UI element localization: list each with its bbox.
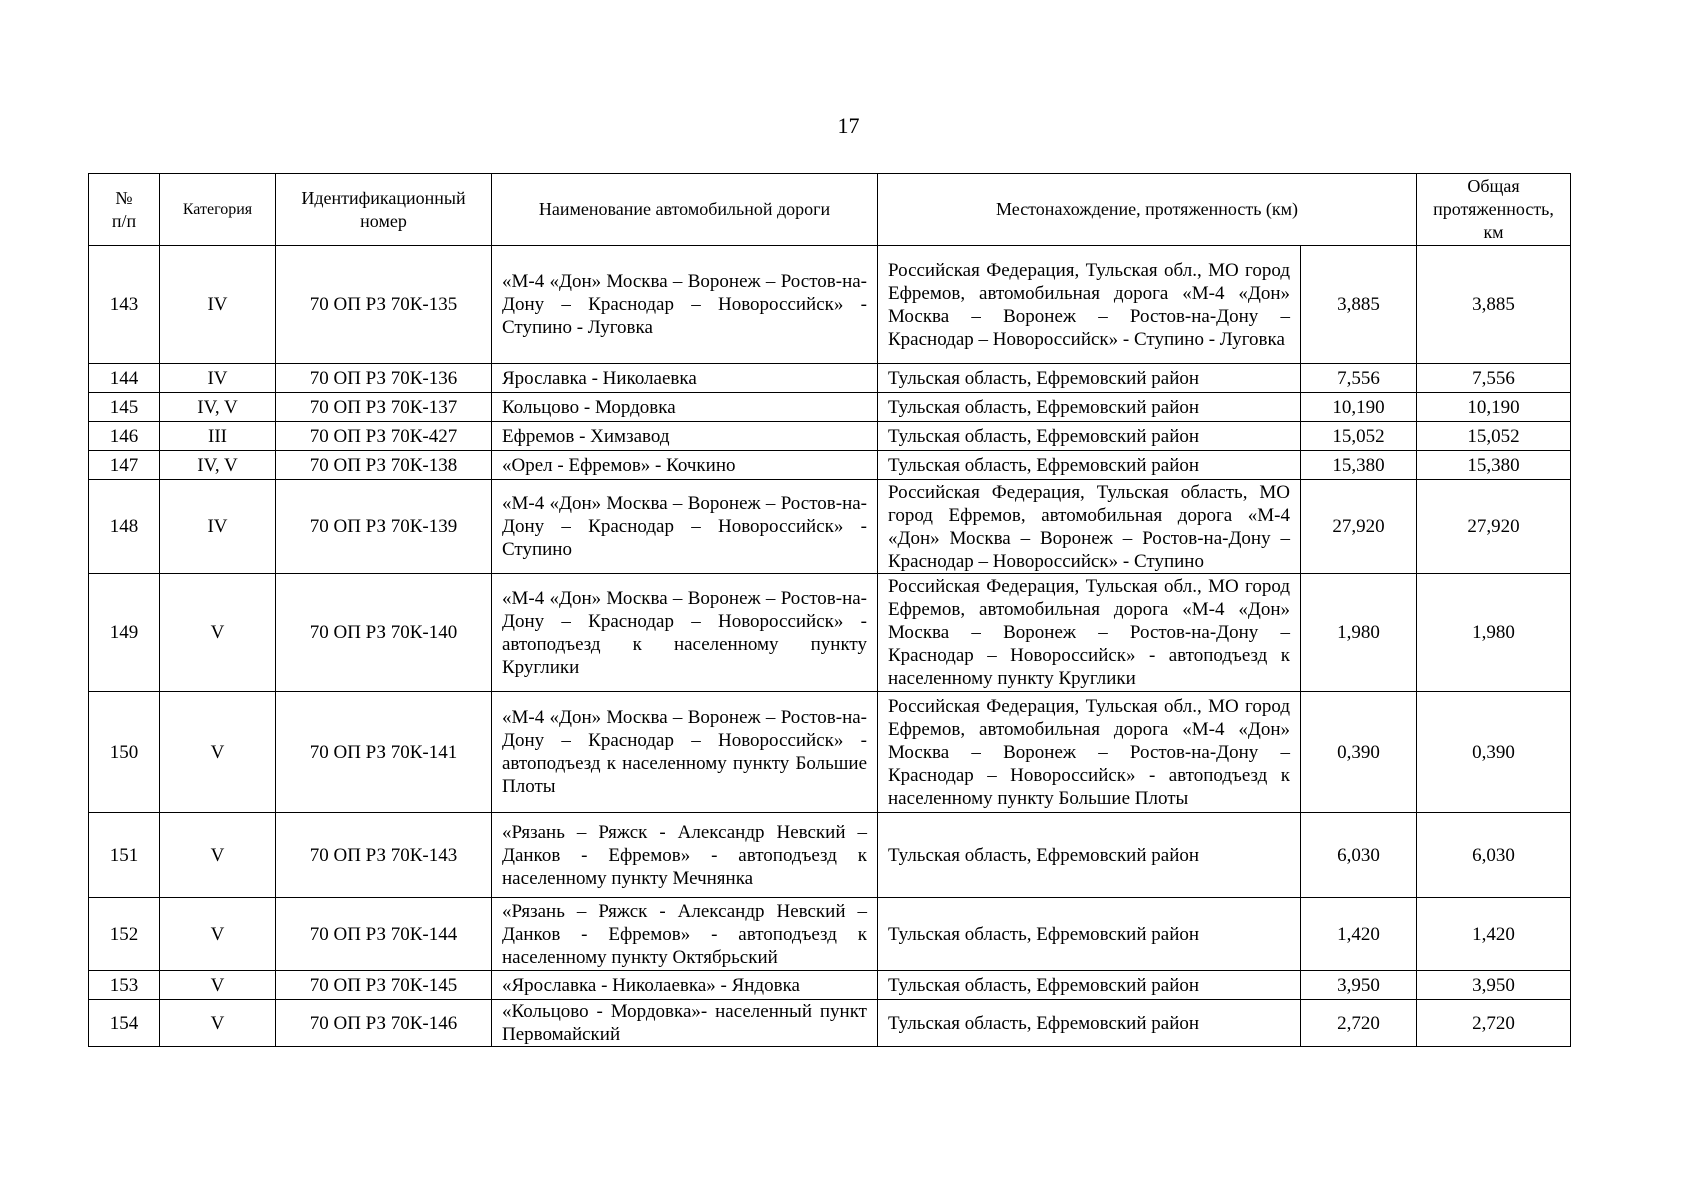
row-number: 152 xyxy=(89,898,160,971)
row-category: IV, V xyxy=(160,393,276,422)
row-id-number: 70 ОП РЗ 70К-143 xyxy=(276,813,492,898)
roads-table xyxy=(88,173,1571,1047)
row-number: 144 xyxy=(89,364,160,393)
row-id-number: 70 ОП РЗ 70К-139 xyxy=(276,480,492,574)
row-number: 150 xyxy=(89,692,160,813)
table-row xyxy=(89,480,1571,574)
row-length: 1,420 xyxy=(1301,898,1417,971)
row-total-length: 15,380 xyxy=(1417,451,1571,480)
row-category: IV xyxy=(160,246,276,364)
row-number: 148 xyxy=(89,480,160,574)
row-category: V xyxy=(160,971,276,1000)
row-total-length: 15,052 xyxy=(1417,422,1571,451)
row-road-name: «Рязань – Ряжск - Александр Невский – Данков - Ефремов» - автоподъезд к населенному пункту Мечнянка xyxy=(492,813,878,898)
row-road-name: «Кольцово - Мордовка»- населенный пункт Первомайский xyxy=(492,1000,878,1047)
row-location: Тульская область, Ефремовский район xyxy=(878,898,1301,971)
row-total-length: 0,390 xyxy=(1417,692,1571,813)
row-category: V xyxy=(160,692,276,813)
row-road-name: «Орел - Ефремов» - Кочкино xyxy=(492,451,878,480)
row-length: 3,885 xyxy=(1301,246,1417,364)
row-road-name: Кольцово - Мордовка xyxy=(492,393,878,422)
row-id-number: 70 ОП РЗ 70К-140 xyxy=(276,574,492,692)
row-length: 3,950 xyxy=(1301,971,1417,1000)
row-number: 146 xyxy=(89,422,160,451)
row-id-number: 70 ОП РЗ 70К-135 xyxy=(276,246,492,364)
row-id-number: 70 ОП РЗ 70К-141 xyxy=(276,692,492,813)
row-road-name: «М-4 «Дон» Москва – Воронеж – Ростов-на-Дону – Краснодар – Новороссийск» - Ступино - Луговка xyxy=(492,246,878,364)
table-row xyxy=(89,1000,1571,1047)
row-road-name: «М-4 «Дон» Москва – Воронеж – Ростов-на-Дону – Краснодар – Новороссийск» - автоподъезд к населенному пункту Круглики xyxy=(492,574,878,692)
row-location: Тульская область, Ефремовский район xyxy=(878,393,1301,422)
table-row xyxy=(89,692,1571,813)
row-category: V xyxy=(160,1000,276,1047)
header-num: № п/п xyxy=(89,174,160,246)
page-number: 17 xyxy=(837,113,860,138)
row-id-number: 70 ОП РЗ 70К-137 xyxy=(276,393,492,422)
table-row xyxy=(89,813,1571,898)
table-header-row xyxy=(89,174,1571,246)
row-location: Российская Федерация, Тульская обл., МО город Ефремов, автомобильная дорога «М-4 «Дон» Москва – Воронеж – Ростов-на-Дону – Краснодар – Новороссийск» - автоподъезд к населенному пункту Круглики xyxy=(878,574,1301,692)
row-road-name: Ефремов - Химзавод xyxy=(492,422,878,451)
row-total-length: 7,556 xyxy=(1417,364,1571,393)
row-location: Тульская область, Ефремовский район xyxy=(878,971,1301,1000)
row-number: 147 xyxy=(89,451,160,480)
table-row xyxy=(89,422,1571,451)
table-row xyxy=(89,574,1571,692)
row-category: V xyxy=(160,898,276,971)
table-row xyxy=(89,971,1571,1000)
row-length: 1,980 xyxy=(1301,574,1417,692)
row-length: 15,052 xyxy=(1301,422,1417,451)
row-location: Российская Федерация, Тульская обл., МО город Ефремов, автомобильная дорога «М-4 «Дон» Москва – Воронеж – Ростов-на-Дону – Краснодар – Новороссийск» - автоподъезд к населенному пункту Большие Плоты xyxy=(878,692,1301,813)
table-row xyxy=(89,246,1571,364)
row-location: Российская Федерация, Тульская обл., МО город Ефремов, автомобильная дорога «М-4 «Дон» Москва – Воронеж – Ростов-на-Дону – Краснодар – Новороссийск» - Ступино - Луговка xyxy=(878,246,1301,364)
header-category: Категория xyxy=(160,174,276,246)
table-row xyxy=(89,364,1571,393)
row-road-name: «М-4 «Дон» Москва – Воронеж – Ростов-на-Дону – Краснодар – Новороссийск» - Ступино xyxy=(492,480,878,574)
row-category: V xyxy=(160,813,276,898)
row-total-length: 27,920 xyxy=(1417,480,1571,574)
row-location: Тульская область, Ефремовский район xyxy=(878,364,1301,393)
header-location: Местонахождение, протяженность (км) xyxy=(878,174,1417,246)
row-category: IV xyxy=(160,480,276,574)
row-location: Тульская область, Ефремовский район xyxy=(878,813,1301,898)
row-length: 7,556 xyxy=(1301,364,1417,393)
row-id-number: 70 ОП РЗ 70К-145 xyxy=(276,971,492,1000)
table-row xyxy=(89,898,1571,971)
row-total-length: 1,980 xyxy=(1417,574,1571,692)
row-road-name: «М-4 «Дон» Москва – Воронеж – Ростов-на-Дону – Краснодар – Новороссийск» - автоподъезд к населенному пункту Большие Плоты xyxy=(492,692,878,813)
row-category: III xyxy=(160,422,276,451)
row-category: IV, V xyxy=(160,451,276,480)
row-id-number: 70 ОП РЗ 70К-136 xyxy=(276,364,492,393)
row-length: 27,920 xyxy=(1301,480,1417,574)
row-category: V xyxy=(160,574,276,692)
row-length: 10,190 xyxy=(1301,393,1417,422)
header-road-name: Наименование автомобильной дороги xyxy=(492,174,878,246)
header-id-number: Идентификационный номер xyxy=(276,174,492,246)
row-category: IV xyxy=(160,364,276,393)
row-location: Тульская область, Ефремовский район xyxy=(878,422,1301,451)
row-number: 151 xyxy=(89,813,160,898)
row-length: 15,380 xyxy=(1301,451,1417,480)
row-id-number: 70 ОП РЗ 70К-144 xyxy=(276,898,492,971)
row-location: Тульская область, Ефремовский район xyxy=(878,1000,1301,1047)
row-number: 145 xyxy=(89,393,160,422)
row-total-length: 2,720 xyxy=(1417,1000,1571,1047)
table-row xyxy=(89,393,1571,422)
row-id-number: 70 ОП РЗ 70К-146 xyxy=(276,1000,492,1047)
row-id-number: 70 ОП РЗ 70К-138 xyxy=(276,451,492,480)
row-total-length: 3,885 xyxy=(1417,246,1571,364)
row-length: 0,390 xyxy=(1301,692,1417,813)
row-number: 153 xyxy=(89,971,160,1000)
row-number: 154 xyxy=(89,1000,160,1047)
row-id-number: 70 ОП РЗ 70К-427 xyxy=(276,422,492,451)
row-total-length: 10,190 xyxy=(1417,393,1571,422)
row-number: 149 xyxy=(89,574,160,692)
row-total-length: 3,950 xyxy=(1417,971,1571,1000)
row-location: Российская Федерация, Тульская область, МО город Ефремов, автомобильная дорога «М-4 «Дон» Москва – Воронеж – Ростов-на-Дону – Краснодар – Новороссийск» - Ступино xyxy=(878,480,1301,574)
row-length: 2,720 xyxy=(1301,1000,1417,1047)
row-road-name: Ярославка - Николаевка xyxy=(492,364,878,393)
table-row xyxy=(89,451,1571,480)
row-number: 143 xyxy=(89,246,160,364)
row-length: 6,030 xyxy=(1301,813,1417,898)
row-road-name: «Ярославка - Николаевка» - Яндовка xyxy=(492,971,878,1000)
header-total-length: Общая протяженность, км xyxy=(1417,174,1571,246)
row-total-length: 1,420 xyxy=(1417,898,1571,971)
row-location: Тульская область, Ефремовский район xyxy=(878,451,1301,480)
row-road-name: «Рязань – Ряжск - Александр Невский – Данков - Ефремов» - автоподъезд к населенному пункту Октябрьский xyxy=(492,898,878,971)
row-total-length: 6,030 xyxy=(1417,813,1571,898)
